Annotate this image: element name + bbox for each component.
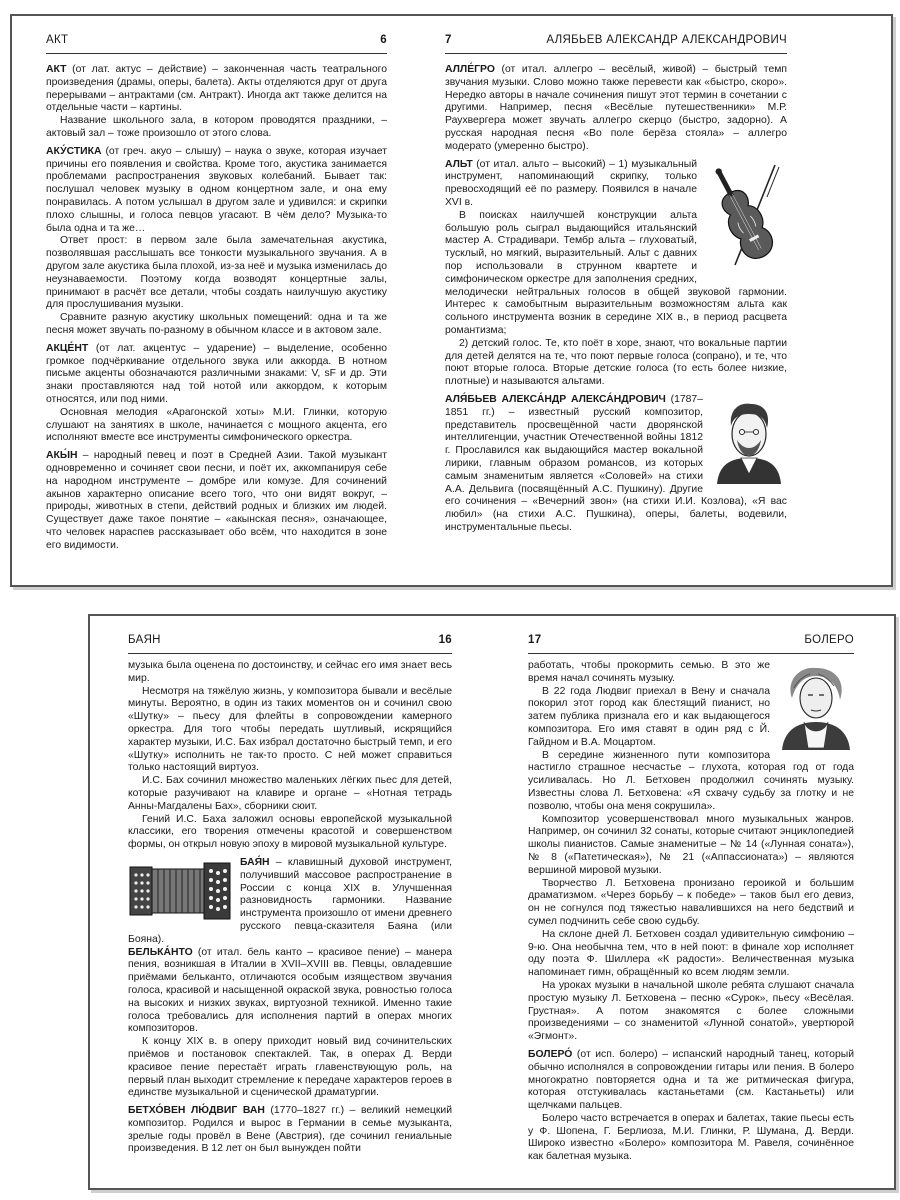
entry-text: Ответ прост: в первом зале была замечательная акустика, позволявшая расслышать все тонкости музыкального звучания. А в другом зале акустика была плохой, из-за неё и музыка изменилась до неузнаваемости. Поэтому когда возводят концертные залы, принимают в расчёт все детали, чтобы создать наилучшую акустику для прослушивания музыки. bbox=[46, 235, 387, 311]
page-number: 6 bbox=[380, 34, 387, 46]
entry-text: Несмотря на тяжёлую жизнь, у композитора бывали и весёлые минуты. Вероятно, в один из таких моментов он и сочинил свою «Шутку» – пьесу для флейты в сопровождении камерного оркестра. Для того чтобы передать шутливый, искрящийся характер музыки, И.С. Бах избрал достаточно быстрый темп, и его «Шутку» исполнить не так-то просто. С ней может справиться только настоящий виртуоз. bbox=[128, 685, 452, 774]
entry-text: (от лат. актус – действие) – законченная часть театрального произведения (драмы, оперы, балета). Акты отделяются друг от друга перерывами – антрактами (см. Антракт). Иногда акт также делится на отдельные части – картины. bbox=[46, 64, 387, 114]
entry-text: Основная мелодия «Арагонской хоты» М.И. Глинки, которую слушают на занятиях в школе, начинается с мощного акцента, его исполняют вместе все инструменты симфонического оркестра. bbox=[46, 406, 387, 444]
entry-text: (от исп. болеро) – испанский народный танец, который обычно исполнялся в сопровождении гитары или пения. В болеро многократно повторяется одна и та же ритмическая фигура, которая отстукивалась кастаньетами (см. Кастаньеты) или щелчками пальцев. bbox=[528, 1048, 854, 1112]
entry-text: музыка была оценена по достоинству, и сейчас его имя знает весь мир. bbox=[128, 660, 452, 684]
book-spread-bottom bbox=[88, 614, 896, 1190]
entry-term: АКТ bbox=[46, 64, 67, 75]
paragraph bbox=[528, 878, 854, 929]
allegro-block bbox=[445, 64, 787, 154]
entry-text: (от итал. аллегро – весёлый, живой) – быстрый темп звучания музыки. Слово можно также перевести как «быстро, скоро». Нередко авторы в начале сочинения пишут этот термин в сочетании с другими. Например, песня «Весёлые путешественники» М.Р. Раухвергера может звучать аллегро скерцо (быстро, задорно). А русская народная песня «Во поле берёза стояла» – аллегро модерато (умеренно быстро). bbox=[445, 64, 787, 152]
paragraph bbox=[128, 814, 452, 852]
entry-text: В поисках наилучшей конструкции альта большую роль сыграл выдающийся итальянский мастер А. Страдивари. Тембр альта – глуховатый, тусклый, но мягкий, выразительный. Альт с давних пор использовали в струнном квартете и симфоническом оркестре для заполнения средних, мелодически нейтральных голосов в общей звуковой гармонии. Интерес к самобытным выразительным возможностям альта как сольного инструмента возник в середине XIX в., в период расцвета романтизма; bbox=[445, 209, 787, 336]
entry-term: АКУ́СТИКА bbox=[46, 145, 102, 157]
viola-icon bbox=[705, 161, 787, 273]
dictionary-entry bbox=[128, 947, 452, 1037]
paragraph bbox=[128, 1036, 452, 1100]
entry-term: АЛЬТ bbox=[445, 158, 473, 170]
page-text bbox=[46, 64, 387, 552]
paragraph bbox=[46, 312, 387, 338]
entry-text: Композитор усовершенствовал много музыкальных жанров. Например, он сочинил 32 сонаты, которые считают энциклопедией школы пианистов. Самые знаменитые – № 14 («Лунная соната»), № 8 («Патетическая»), № 21 («Аппассионата») – являются вершиной мировой музыки. bbox=[528, 813, 854, 876]
paragraph bbox=[528, 814, 854, 878]
page-17 bbox=[528, 616, 854, 1188]
running-head bbox=[128, 634, 452, 654]
entry-text: На уроках музыки в начальной школе ребята слушают сначала простую музыку Л. Бетховена – песню «Сурок», пьесу «Весёлая. Грустная». А потом знакомятся с более сложными произведениями – со знаменитой «Лунной сонатой», увертюрой «Эгмонт». bbox=[528, 979, 854, 1043]
entry-text: (1770–1827 гг.) – великий немецкий композитор. Родился и вырос в Германии в семье музыканта, зрелые годы провёл в Вене (Австрия), где сочинил гениальные произведения. В 12 лет он был вынужден пойти bbox=[128, 1105, 452, 1155]
running-head bbox=[528, 634, 854, 654]
entry-text: 2) детский голос. Те, кто поёт в хоре, знают, что вокальные партии для детей делятся на те, что поют первые голоса (сопрано), и те, что поют вторые голоса. Вторые детские голоса (то есть более низкие, плотные) и называются альтами. bbox=[445, 337, 787, 388]
entry-text: Название школьного зала, в котором проводятся праздники, – актовый зал – тоже произошло от этого слова. bbox=[46, 115, 387, 139]
bayan-illustration bbox=[128, 859, 232, 923]
entry-text: В 22 года Людвиг приехал в Вену и сначала покорил этот город как блестящий пианист, но затем публика признала его и как выдающегося композитора. Его имя ставят в один ряд с Й. Гайдном и В.А. Моцартом. bbox=[528, 685, 770, 748]
dictionary-entry bbox=[46, 146, 387, 236]
paragraph bbox=[128, 686, 452, 776]
page-6 bbox=[46, 16, 387, 585]
header-title: АЛЯБЬЕВ АЛЕКСАНДР АЛЕКСАНДРОВИЧ bbox=[546, 34, 787, 46]
page-number: 7 bbox=[445, 34, 452, 46]
entry-text: – народный певец и поэт в Средней Азии. Такой музыкант одновременно и сочиняет свои песни, и поёт их, аккомпанируя себе на народном инструменте – домбре или комузе. Для сочинений акынов характерно описание всего того, что они видят вокруг, – природы, животных в степи, действий родных и близких им людей. Существует даже такое понятие – «акынская песня», означающее, что человек нараспев рассказывает обо всём, что находится в зоне его видимости. bbox=[46, 450, 387, 551]
entry-text: К концу XIX в. в оперу приходит новый вид сочинительских приёмов и постановок спектаклей. Так, в операх Д. Верди красивое пение перестаёт играть главенствующую роль, на первый план выходит стремление к передаче характеров героев в единстве музыкальной и сценической драматургии. bbox=[128, 1036, 452, 1099]
entry-term: БОЛЕРО́ bbox=[528, 1048, 573, 1060]
running-head bbox=[46, 34, 387, 54]
page-text bbox=[128, 660, 452, 1156]
dictionary-entry bbox=[528, 1049, 854, 1113]
dictionary-entry bbox=[46, 450, 387, 552]
beethoven-portrait bbox=[778, 662, 854, 750]
paragraph bbox=[528, 980, 854, 1044]
dictionary-entry bbox=[46, 64, 387, 115]
header-title: БАЯН bbox=[128, 634, 161, 646]
paragraph bbox=[445, 338, 787, 389]
paragraph bbox=[46, 115, 387, 141]
paragraph bbox=[528, 1113, 854, 1164]
viola-illustration bbox=[705, 161, 787, 273]
entry-text: (от лат. акцентус – ударение) – выделение, особенно громкое подчёркивание отдельного звука или аккорда. В нотном письме акценты обозначаются различными знаками: V, sF и др. Эти знаки проставляются над той нотой или аккордом, к которым относятся, или под ними. bbox=[46, 342, 387, 405]
entry-text: Творчество Л. Бетховена пронизано героикой и большим драматизмом. «Через борьбу – к победе» – таков был его девиз, он не согнулся под тяжестью навалившихся на него бедствий и сумел подчинить себе свою судьбу. bbox=[528, 877, 854, 927]
page-number: 16 bbox=[438, 634, 452, 646]
dictionary-entry bbox=[445, 64, 787, 154]
portrait-icon bbox=[711, 396, 787, 484]
page-text bbox=[528, 660, 854, 1164]
beethoven-block bbox=[528, 660, 854, 814]
book-spread-top bbox=[10, 14, 893, 587]
page-number: 17 bbox=[528, 634, 542, 646]
viola-block bbox=[445, 159, 787, 389]
entry-text: Гений И.С. Баха заложил основы европейской музыкальной классики, его творения отмечены красотой и совершенством формы, он открыл новую эпоху в мировой музыкальной культуре. bbox=[128, 813, 452, 851]
entry-term: АКЦЕ́НТ bbox=[46, 342, 89, 354]
entry-text: (от итал. бель канто – красивое пение) – манера пения, возникшая в Италии в XVII–XVIII вв. Певцы, овладевшие приёмами бельканто, отличаются особым изяществом звучания голоса, красивой и насыщенной окраской звука, ровностью голоса на высоких и низких звуках, виртуозной техникой. Именно такие голоса требовались для исполнения партий в операх многих композиторов. bbox=[128, 946, 452, 1035]
entry-term: АЛЛЕ́ГРО bbox=[445, 64, 495, 75]
alyabyev-block bbox=[445, 394, 787, 535]
entry-term: БАЯ́Н bbox=[240, 856, 270, 868]
entry-text: На склоне дней Л. Бетховен создал удивительную симфонию – 9-ю. Она необычна тем, что в ней поют: в финале хор исполняет оду поэта Ф. Шиллера «К радости». Величественная музыка напоминает гимн, обращённый ко всем людям земли. bbox=[528, 928, 854, 979]
paragraph bbox=[128, 660, 452, 686]
paragraph bbox=[46, 235, 387, 312]
entry-text: В середине жизненного пути композитора настигло страшное несчастье – глухота, которая год от года усиливалась. Но Л. Бетховен продолжил сочинять музыку. Известны слова Л. Бетховена: «Я схвачу судьбу за глотку и не позволю, чтобы она меня сокрушила». bbox=[528, 749, 854, 812]
alyabyev-portrait bbox=[711, 396, 787, 484]
page-16 bbox=[128, 616, 452, 1188]
page-7 bbox=[445, 16, 787, 585]
header-title: БОЛЕРО bbox=[804, 634, 854, 646]
paragraph bbox=[46, 407, 387, 445]
paragraph bbox=[528, 750, 854, 814]
entry-text: Болеро часто встречается в операх и балетах, такие пьесы есть у Ф. Шопена, Г. Берлиоза, М.И. Глинки, Р. Шумана, Д. Верди. Широко известно «Болеро» композитора М. Равеля, сочинённое как балетная музыка. bbox=[528, 1112, 854, 1163]
entry-term: АЛЯ́БЬЕВ АЛЕКСА́НДР АЛЕКСА́НДРОВИЧ bbox=[445, 393, 666, 405]
entry-term: АКЫ́Н bbox=[46, 450, 78, 462]
entry-text: работать, чтобы прокормить семью. В это же время начал сочинять музыку. bbox=[528, 660, 770, 684]
entry-term: БЕТХО́ВЕН ЛЮ́ДВИГ ВАН bbox=[128, 1105, 265, 1117]
running-head bbox=[445, 34, 787, 54]
bayan-icon bbox=[128, 859, 232, 923]
bayan-block bbox=[128, 857, 452, 947]
portrait-icon bbox=[778, 662, 854, 750]
entry-text: – клавишный духовой инструмент, получивший массовое распространение в России с конца XIX в. Улучшенная разновидность гармоники. Название инструмента произошло от имени древнего русского певца-сказителя Баяна (или Бояна). bbox=[128, 856, 452, 945]
page-text bbox=[445, 64, 787, 535]
dictionary-entry bbox=[128, 1105, 452, 1156]
entry-text: (от итал. альто – высокий) – 1) музыкальный инструмент, напоминающий скрипку, только превосходящий её по размеру. Появился в начале XVI в. bbox=[445, 158, 697, 208]
entry-text: (от греч. акуо – слышу) – наука о звуке, которая изучает причины его появления и свойства. Кроме того, акустика занимается проблемами распространения звуковых колебаний. Бывает так: послушал человек музыку в одном концертном зале, и она ему понравилась. А потом услышал в другом зале и удивился: и скрипки плохо слышны, и голоса певцов угасают. В чём дело? Музыка-то была одна и та же… bbox=[46, 145, 387, 234]
paragraph bbox=[528, 929, 854, 980]
paragraph bbox=[128, 775, 452, 813]
entry-text: Сравните разную акустику школьных помещений: одна и та же песня может звучать по-разному в обычном классе и в актовом зале. bbox=[46, 312, 387, 336]
entry-text: (1787–1851 гг.) – известный русский композитор, представитель просвещённой части дворянской интеллигенции, участник Отечественной войны 1812 г. Прославился как выдающийся мастер вокальной лирики, главным образом романсов, из которых самым знаменитым является «Соловей» на стихи А.А. Дельвига (посвящённый А.С. Пушкину). Другие его сочинения – «Вечерний звон» (на стихи И.И. Козлова), «Я вас любил» (на стихи А.С. Пушкина), оперы, балеты, водевили, инструментальные пьесы. bbox=[445, 393, 787, 533]
entry-term: БЕЛЬКА́НТО bbox=[128, 946, 193, 958]
header-title: АКТ bbox=[46, 34, 69, 46]
dictionary-entry bbox=[46, 343, 387, 407]
entry-text: И.С. Бах сочинил множество маленьких лёгких пьес для детей, которые разучивают на клавире и органе – «Нотная тетрадь Анны-Магдалены Бах», сборники сюит. bbox=[128, 775, 452, 812]
